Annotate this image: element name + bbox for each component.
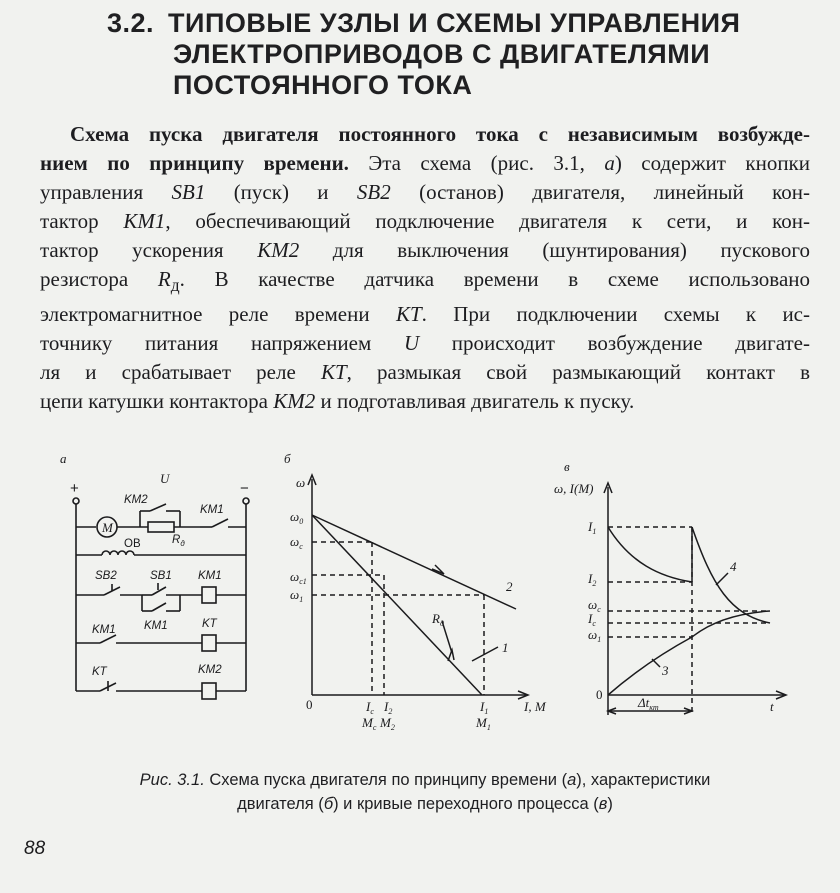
minus-terminal-dot — [243, 498, 249, 504]
plus-terminal: + — [70, 480, 79, 497]
minus-terminal: − — [240, 480, 249, 497]
kt-contact-label: KT — [92, 666, 107, 678]
figure-caption — [40, 768, 810, 816]
c-curve-label-4: 4 — [730, 559, 737, 574]
page-number: 88 — [24, 838, 46, 859]
km2-coil — [202, 683, 216, 699]
kt-coil — [202, 635, 216, 651]
paragraph-line: Схема пуска двигателя постоянного тока с независимым возбужде- — [70, 122, 810, 146]
field-winding — [102, 551, 134, 555]
b-tick-mc: $M_c$ — [362, 715, 377, 732]
paragraph-line: точнику питания напряжением U происходит возбуждение двигате- — [40, 331, 810, 356]
b-rd-label: $R_д$ — [432, 611, 444, 628]
body-paragraph — [40, 120, 810, 416]
km2-coil-label: KM2 — [198, 664, 222, 676]
section-title-line-2: ЭЛЕКТРОПРИВОДОВ С ДВИГАТЕЛЯМИ — [173, 39, 711, 69]
km1-hold-label: KM1 — [144, 620, 168, 632]
kt-coil-label: KT — [202, 618, 217, 630]
caption-line-1: Рис. 3.1. Схема пуска двигателя по принципу времени (а), характеристики — [139, 771, 711, 789]
km2-main-contact — [150, 504, 166, 511]
c-interval-label: $\Delta t_{кт}$ — [638, 695, 659, 712]
paragraph-line: электромагнитное реле времени KT. При подключении схемы к ис- — [40, 302, 810, 327]
b-curve-label-2: 2 — [506, 579, 513, 594]
paragraph-line: управления SB1 (пуск) и SB2 (останов) двигателя, линейный кон- — [40, 180, 810, 204]
c-tick-i2: $I_2$ — [588, 571, 597, 588]
current-curve-4 — [692, 527, 770, 623]
b-tick-wc: $\omega_c$ — [290, 534, 303, 551]
paragraph-line: ля и срабатывает реле KT, размыкая свой размыкающий контакт в — [40, 360, 810, 385]
supply-voltage-label: U — [160, 471, 170, 486]
km1-row4-label: KM1 — [92, 624, 116, 636]
figure-3-1 — [40, 445, 820, 765]
figure-drawing — [40, 445, 820, 765]
km2-top-label: KM2 — [124, 494, 148, 506]
panel-b-letter: б — [284, 451, 291, 466]
km1-top-label: KM1 — [200, 504, 224, 516]
c-origin: 0 — [596, 687, 603, 702]
c-y-label: ω, I(M) — [554, 481, 594, 496]
speed-curve-stage1 — [608, 637, 692, 695]
c-tick-ic: $I_c$ — [588, 611, 596, 628]
speed-curve-3 — [692, 611, 770, 637]
paragraph-line: нием по принципу времени. Эта схема (рис. 3.1, а) содержит кнопки — [40, 151, 810, 175]
km1-coil-label: KM1 — [198, 570, 222, 582]
b-tick-w0: $\omega_0$ — [290, 509, 304, 526]
c-curve-label-3: 3 — [662, 663, 669, 678]
km1-hold-contact — [152, 603, 166, 611]
b-tick-ic: $I_c$ — [366, 699, 374, 716]
motor-label: M — [102, 520, 113, 535]
paragraph-line: тактор KM1, обеспечивающий подключение двигателя к сети, и кон- — [40, 209, 810, 233]
panel-c-transient — [554, 459, 786, 715]
c-tick-wc: $\omega_c$ — [588, 597, 601, 614]
km1-main-contact — [212, 519, 228, 527]
b-tick-i1: $I_1$ — [480, 699, 489, 716]
start-resistor — [148, 522, 174, 532]
sb2-label: SB2 — [95, 570, 117, 582]
paragraph-line: резистора $R_д$. В качестве датчика времени в схеме использовано — [40, 267, 811, 296]
sb1-label: SB1 — [150, 570, 172, 582]
current-curve-stage1 — [608, 527, 692, 582]
km1-coil — [202, 587, 216, 603]
section-title-line-1: 3.2. ТИПОВЫЕ УЗЛЫ И СХЕМЫ УПРАВЛЕНИЯ — [107, 8, 741, 38]
plus-terminal-dot — [73, 498, 79, 504]
panel-a-letter: а — [60, 451, 67, 466]
sb1-contact — [152, 587, 166, 595]
b-y-label: ω — [296, 475, 306, 490]
section-number: 3.2. — [107, 8, 155, 38]
caption-line-2: двигателя (б) и кривые переходного процесса (в) — [237, 795, 613, 813]
paragraph-line: тактор ускорения KM2 для выключения (шунтирования) пускового — [40, 238, 810, 262]
b-curve-label-1: 1 — [502, 640, 509, 655]
c-x-label: t — [770, 699, 774, 714]
b-tick-m2: $M_2$ — [380, 715, 395, 732]
b-tick-m1: $M_1$ — [476, 715, 491, 732]
panel-b-characteristics — [284, 451, 547, 732]
section-heading — [80, 8, 800, 101]
c-tick-w1: $\omega_1$ — [588, 627, 602, 644]
section-title-line-3: ПОСТОЯННОГО ТОКА — [173, 70, 473, 100]
b-x-label: I, M — [524, 699, 546, 714]
panel-a-circuit — [60, 451, 249, 699]
b-tick-i2: $I_2$ — [384, 699, 393, 716]
rheostat-characteristic-1 — [312, 515, 482, 695]
panel-c-letter: в — [564, 459, 570, 474]
b-origin: 0 — [306, 697, 313, 712]
paragraph-line: цепи катушки контактора KM2 и подготавливая двигатель к пуску. — [40, 389, 635, 414]
rd-label: $R_д$ — [172, 534, 185, 548]
km1-aux-contact — [100, 635, 116, 643]
b-tick-wc1: $\omega_{c1}$ — [290, 569, 307, 586]
b-tick-w1: $\omega_1$ — [290, 587, 304, 604]
c-tick-i1: $I_1$ — [588, 519, 597, 536]
field-winding-label: ОВ — [124, 538, 141, 550]
